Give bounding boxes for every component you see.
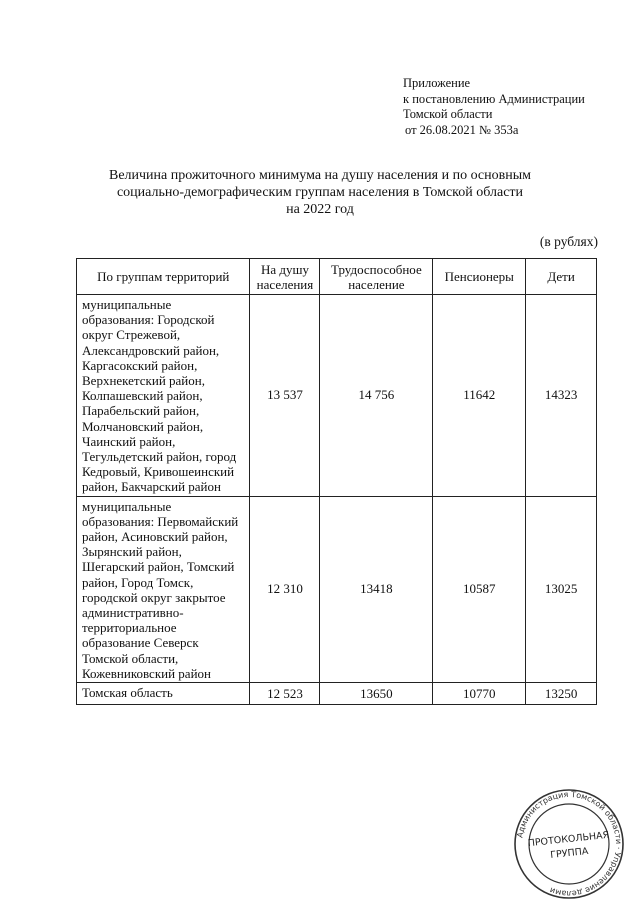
table-header-row: [77, 259, 597, 295]
subsistence-minimum-table: [76, 258, 597, 705]
title-line-3: на 2022 год: [286, 202, 354, 217]
working-cell: 14 756: [320, 295, 433, 497]
per-capita-cell: 12 523: [250, 683, 320, 705]
official-stamp: [510, 788, 628, 900]
header-children: Дети: [526, 259, 597, 295]
children-cell: 14323: [526, 295, 597, 497]
stamp-center-line-1: ПРОТОКОЛЬНАЯ: [527, 829, 610, 850]
header-working: Трудоспособное население: [320, 259, 433, 295]
annex-line-3: Томской области: [403, 107, 493, 121]
header-pensioners: Пенсионеры: [433, 259, 526, 295]
stamp-ring-text: Администрация Томской области · Управление делами: [515, 789, 624, 899]
region-cell: Томская область: [77, 683, 250, 705]
units-note: (в рублях): [539, 234, 598, 249]
table-row: [77, 496, 597, 682]
annex-block: [403, 76, 585, 138]
region-cell: муниципальные образования: Городской округ Стрежевой, Александровский район, Каргасокский район, Верхнекетский район, Колпашевский район, Парабельский район, Молчановский район, Чаинский район, Тегульдетский район, город Кедровый, Кривошеинский район, Бакчарский район: [77, 295, 250, 497]
document-title: [60, 167, 580, 218]
header-territory: По группам территорий: [77, 259, 250, 295]
annex-line-4: от 26.08.2021 № 353а: [405, 122, 519, 137]
annex-line-1: Приложение: [403, 76, 471, 90]
working-cell: 13650: [320, 683, 433, 705]
per-capita-cell: 13 537: [250, 295, 320, 497]
title-line-2: социально-демографическим группам населения в Томской области: [116, 185, 524, 200]
title-line-1: Величина прожиточного минимума на душу населения и по основным: [108, 168, 531, 183]
table-row-total: [77, 683, 597, 705]
annex-line-2: к постановлению Администрации: [403, 91, 585, 106]
working-cell: 13418: [320, 496, 433, 682]
pensioners-cell: 10770: [433, 683, 526, 705]
children-cell: 13025: [526, 496, 597, 682]
pensioners-cell: 10587: [433, 496, 526, 682]
children-cell: 13250: [526, 683, 597, 705]
table-row: [77, 295, 597, 497]
region-cell: муниципальные образования: Первомайский район, Асиновский район, Зырянский район, Шегарский район, Томский район, Город Томск, городской округ закрытое административно-территориальное образование Северск Томской области, Кожевниковский район: [77, 496, 250, 682]
stamp-center-line-2: ГРУППА: [549, 846, 589, 861]
header-per-capita: На душу населения: [250, 259, 320, 295]
per-capita-cell: 12 310: [250, 496, 320, 682]
pensioners-cell: 11642: [433, 295, 526, 497]
